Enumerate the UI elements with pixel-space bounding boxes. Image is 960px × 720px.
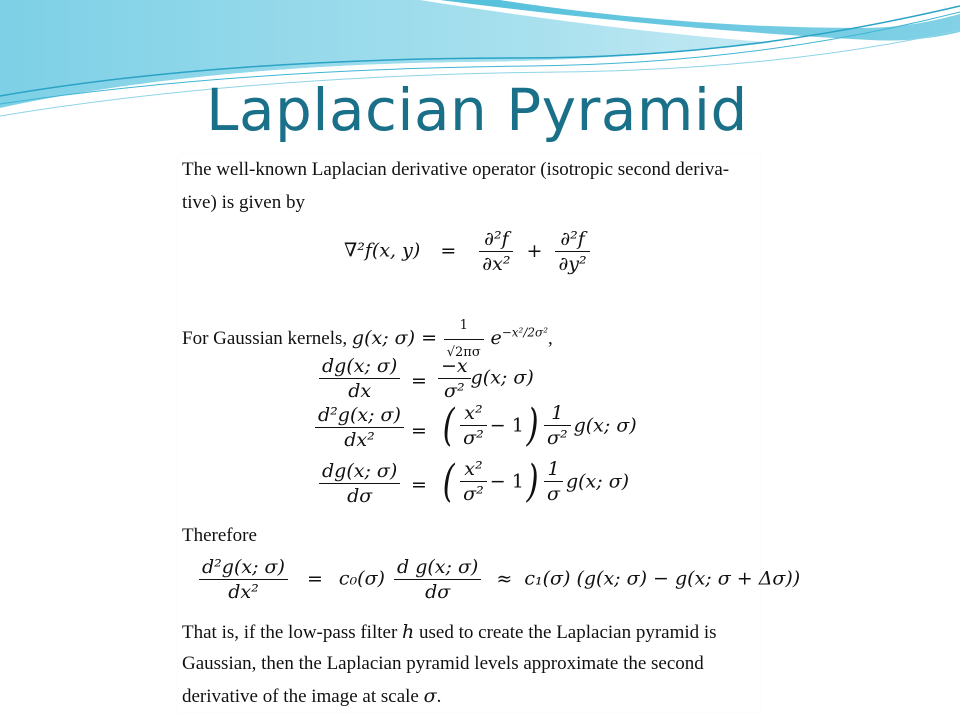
deriv2-lhs-den: dx² bbox=[344, 429, 375, 451]
deriv2-equals: = bbox=[411, 420, 427, 442]
outro-h-symbol: h bbox=[402, 621, 415, 643]
gaussian-def: g(x; σ) = bbox=[351, 326, 437, 349]
deriv2-left-paren: ( bbox=[442, 400, 455, 451]
deriv1-lhs-num: dg(x; σ) bbox=[319, 355, 400, 379]
final-lhs-den: dx² bbox=[228, 581, 259, 603]
final-mid-fraction bbox=[394, 556, 481, 603]
deriv1-rhs bbox=[438, 355, 534, 402]
outro-line-3 bbox=[182, 684, 441, 709]
deriv2-lhs bbox=[312, 404, 407, 451]
deriv1-lhs-den: dx bbox=[348, 380, 372, 402]
intro-text-line-2: tive) is given by bbox=[182, 192, 305, 213]
gaussian-suffix: , bbox=[548, 327, 553, 349]
deriv3-paren-tail: − 1 bbox=[489, 470, 524, 493]
slide-title: Laplacian Pyramid bbox=[206, 76, 748, 144]
deriv2-paren-num: x² bbox=[460, 402, 487, 426]
deriv2-right-paren: ) bbox=[526, 400, 539, 451]
laplacian-lhs: ∇²f(x, y) bbox=[344, 239, 421, 262]
outro-line-1-b: used to create the Laplacian pyramid is bbox=[419, 622, 717, 643]
deriv3-lhs bbox=[316, 460, 403, 507]
outro-line-1-a: That is, if the low-pass filter bbox=[182, 622, 398, 643]
term-y-numerator: ∂²f bbox=[555, 228, 589, 252]
final-lhs-num: d²g(x; σ) bbox=[199, 556, 288, 580]
final-rhs: c₁(σ) (g(x; σ) − g(x; σ + Δσ)) bbox=[524, 567, 801, 590]
final-equation bbox=[196, 556, 800, 603]
deriv1-rhs-tail: g(x; σ) bbox=[470, 366, 534, 389]
laplacian-term-x bbox=[479, 228, 513, 275]
outro-line-1 bbox=[182, 620, 717, 645]
deriv3-rhs bbox=[440, 456, 629, 507]
gaussian-norm-num: 1 bbox=[444, 314, 484, 340]
deriv2-paren-den: σ² bbox=[463, 427, 484, 449]
term-y-denominator: ∂y² bbox=[558, 253, 587, 275]
laplacian-equals: = bbox=[440, 239, 457, 262]
gaussian-exp-base: e bbox=[490, 326, 502, 349]
laplacian-equation bbox=[344, 228, 593, 275]
final-mid-num: d g(x; σ) bbox=[394, 556, 481, 580]
deriv3-paren-den: σ² bbox=[463, 483, 484, 505]
deriv2-paren-tail: − 1 bbox=[489, 414, 524, 437]
deriv1-equals: = bbox=[411, 370, 427, 392]
final-mid-den: dσ bbox=[425, 581, 451, 603]
intro-text-line-1: The well-known Laplacian derivative operator (isotropic second deriva- bbox=[182, 159, 730, 180]
deriv1-lhs bbox=[316, 355, 403, 402]
deriv2-rhs-tail: g(x; σ) bbox=[573, 414, 637, 437]
deriv3-lhs-den: dσ bbox=[347, 485, 373, 507]
deriv3-lhs-num: dg(x; σ) bbox=[319, 460, 400, 484]
therefore-text: Therefore bbox=[182, 525, 257, 546]
outro-line-2: Gaussian, then the Laplacian pyramid levels approximate the second bbox=[182, 653, 704, 674]
deriv3-rhs-tail: g(x; σ) bbox=[565, 470, 630, 493]
outro-sigma-symbol: σ bbox=[423, 685, 437, 707]
final-equals: = bbox=[306, 567, 323, 590]
outro-line-3-b: . bbox=[436, 686, 442, 707]
final-approx: ≈ bbox=[496, 567, 513, 590]
deriv2-rhs bbox=[440, 400, 637, 451]
term-x-numerator: ∂²f bbox=[479, 228, 513, 252]
deriv3-coef-den: σ bbox=[547, 483, 560, 505]
gaussian-exponent: −x²/2σ² bbox=[501, 325, 549, 340]
deriv2-coef-num: 1 bbox=[544, 402, 571, 426]
outro-line-3-a: derivative of the image at scale bbox=[182, 686, 419, 707]
deriv3-equals: = bbox=[411, 474, 427, 496]
deriv1-rhs-num: −x bbox=[438, 355, 471, 379]
deriv3-coef-num: 1 bbox=[544, 458, 563, 482]
deriv3-paren-num: x² bbox=[460, 458, 487, 482]
deriv1-rhs-den: σ² bbox=[444, 380, 465, 402]
term-x-denominator: ∂x² bbox=[482, 253, 511, 275]
final-c0: c₀(σ) bbox=[338, 567, 385, 590]
deriv3-right-paren: ) bbox=[526, 456, 539, 507]
laplacian-plus: + bbox=[526, 239, 543, 262]
final-lhs bbox=[199, 556, 288, 603]
gaussian-prefix: For Gaussian kernels, bbox=[182, 327, 348, 349]
gaussian-norm-den: √2πσ bbox=[446, 345, 481, 360]
deriv2-lhs-num: d²g(x; σ) bbox=[315, 404, 404, 428]
deriv2-coef-den: σ² bbox=[547, 427, 568, 449]
laplacian-term-y bbox=[555, 228, 589, 275]
deriv3-left-paren: ( bbox=[442, 456, 455, 507]
